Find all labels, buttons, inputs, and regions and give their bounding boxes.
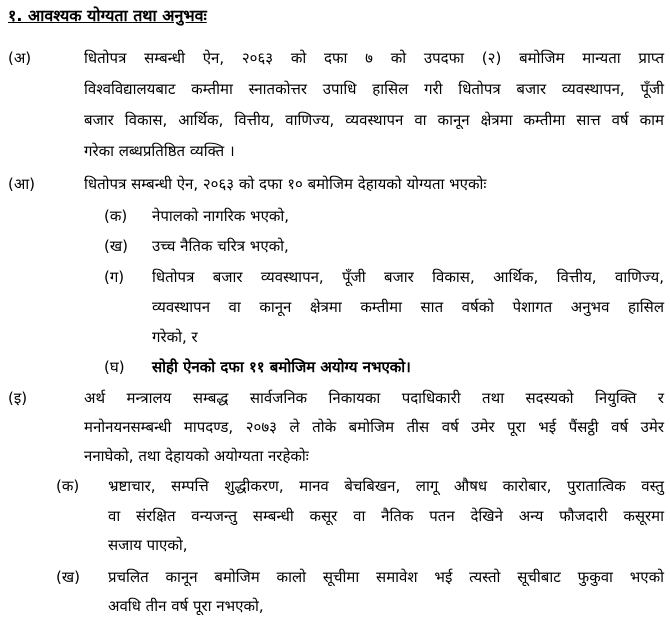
subitem-marker: (ग): [104, 268, 125, 286]
subitem-marker: (क): [104, 207, 128, 225]
subitem-line: उच्च नैतिक चरित्र भएको,: [152, 237, 289, 255]
subitem-line: प्रचलित कानून बमोजिम कालो सूचीमा समावेश भई त्यस्तो सूचीबाट फुकुवा भएको: [108, 568, 664, 586]
subitem-line: व्यवस्थापन वा कानून क्षेत्रमा कम्तीमा सात वर्षको पेशागत अनुभव हासिल: [152, 298, 664, 316]
subitem-marker: (घ): [104, 358, 125, 376]
clause-a-line: गरेका लब्धप्रतिष्ठित व्यक्ति ।: [84, 142, 235, 160]
subitem-line: सोही ऐनको दफा ११ बमोजिम अयोग्य नभएको।: [152, 358, 411, 376]
clause-a-line: बजार विकास, आर्थिक, वित्तीय, वाणिज्य, व्यवस्थापन वा कानून क्षेत्रमा कम्तीमा सात्त वर्ष काम: [84, 111, 664, 129]
subitem-marker: (ख): [56, 568, 80, 586]
subitem-line: वा संरक्षित वन्यजन्तु सम्बन्धी कसूर वा नैतिक पतन देखिने अन्य फौजदारी कसूरमा: [108, 507, 664, 525]
clause-i-line: अर्थ मन्त्रालय सम्बद्ध सार्वजनिक निकायका पदाधिकारी तथा सदस्यको नियुक्ति र: [84, 389, 664, 407]
clause-i-marker: (इ): [8, 389, 28, 407]
subitem-line: धितोपत्र बजार व्यवस्थापन, पूँजी बजार विकास, आर्थिक, वित्तीय, वाणिज्य,: [152, 268, 664, 286]
subitem-line: नेपालको नागरिक भएको,: [152, 207, 290, 225]
clause-aa-intro: धितोपत्र सम्बन्धी ऐन, २०६३ को दफा १० बमोजिम देहायको योग्यता भएकोः: [84, 175, 487, 193]
clause-i-line: ननाघेको, तथा देहायको अयोग्यता नरहेकोः: [84, 447, 309, 465]
subitem-line: गरेको, र: [152, 328, 198, 346]
clause-aa-marker: (आ): [8, 175, 36, 193]
clause-a-marker: (अ): [8, 49, 32, 67]
subitem-line: सजाय पाएको,: [108, 536, 188, 554]
subitem-marker: (ख): [104, 237, 128, 255]
subitem-line: अवधि तीन वर्ष पूरा नभएको,: [108, 597, 264, 615]
clause-i-line: मनोनयनसम्बन्धी मापदण्ड, २०७३ ले तोके बमोजिम तीस वर्ष उमेर पूरा भई पैंसट्ठी वर्ष उमेर: [84, 418, 664, 436]
subitem-marker: (क): [56, 477, 80, 495]
subitem-line: भ्रष्टाचार, सम्पत्ति शुद्धीकरण, मानव बेचबिखन, लागू औषध कारोबार, पुरातात्विक वस्तु: [108, 477, 664, 495]
clause-a-line: धितोपत्र सम्बन्धी ऐन, २०६३ को दफा ७ को उपदफा (२) बमोजिम मान्यता प्राप्त: [84, 49, 664, 67]
clause-a-line: विश्वविद्यालयबाट कम्तीमा स्नातकोत्तर उपाधि हासिल गरी धितोपत्र बजार व्यवस्थापन, पूँजी: [84, 80, 664, 98]
heading: १. आवश्यक योग्यता तथा अनुभवः: [8, 6, 207, 25]
